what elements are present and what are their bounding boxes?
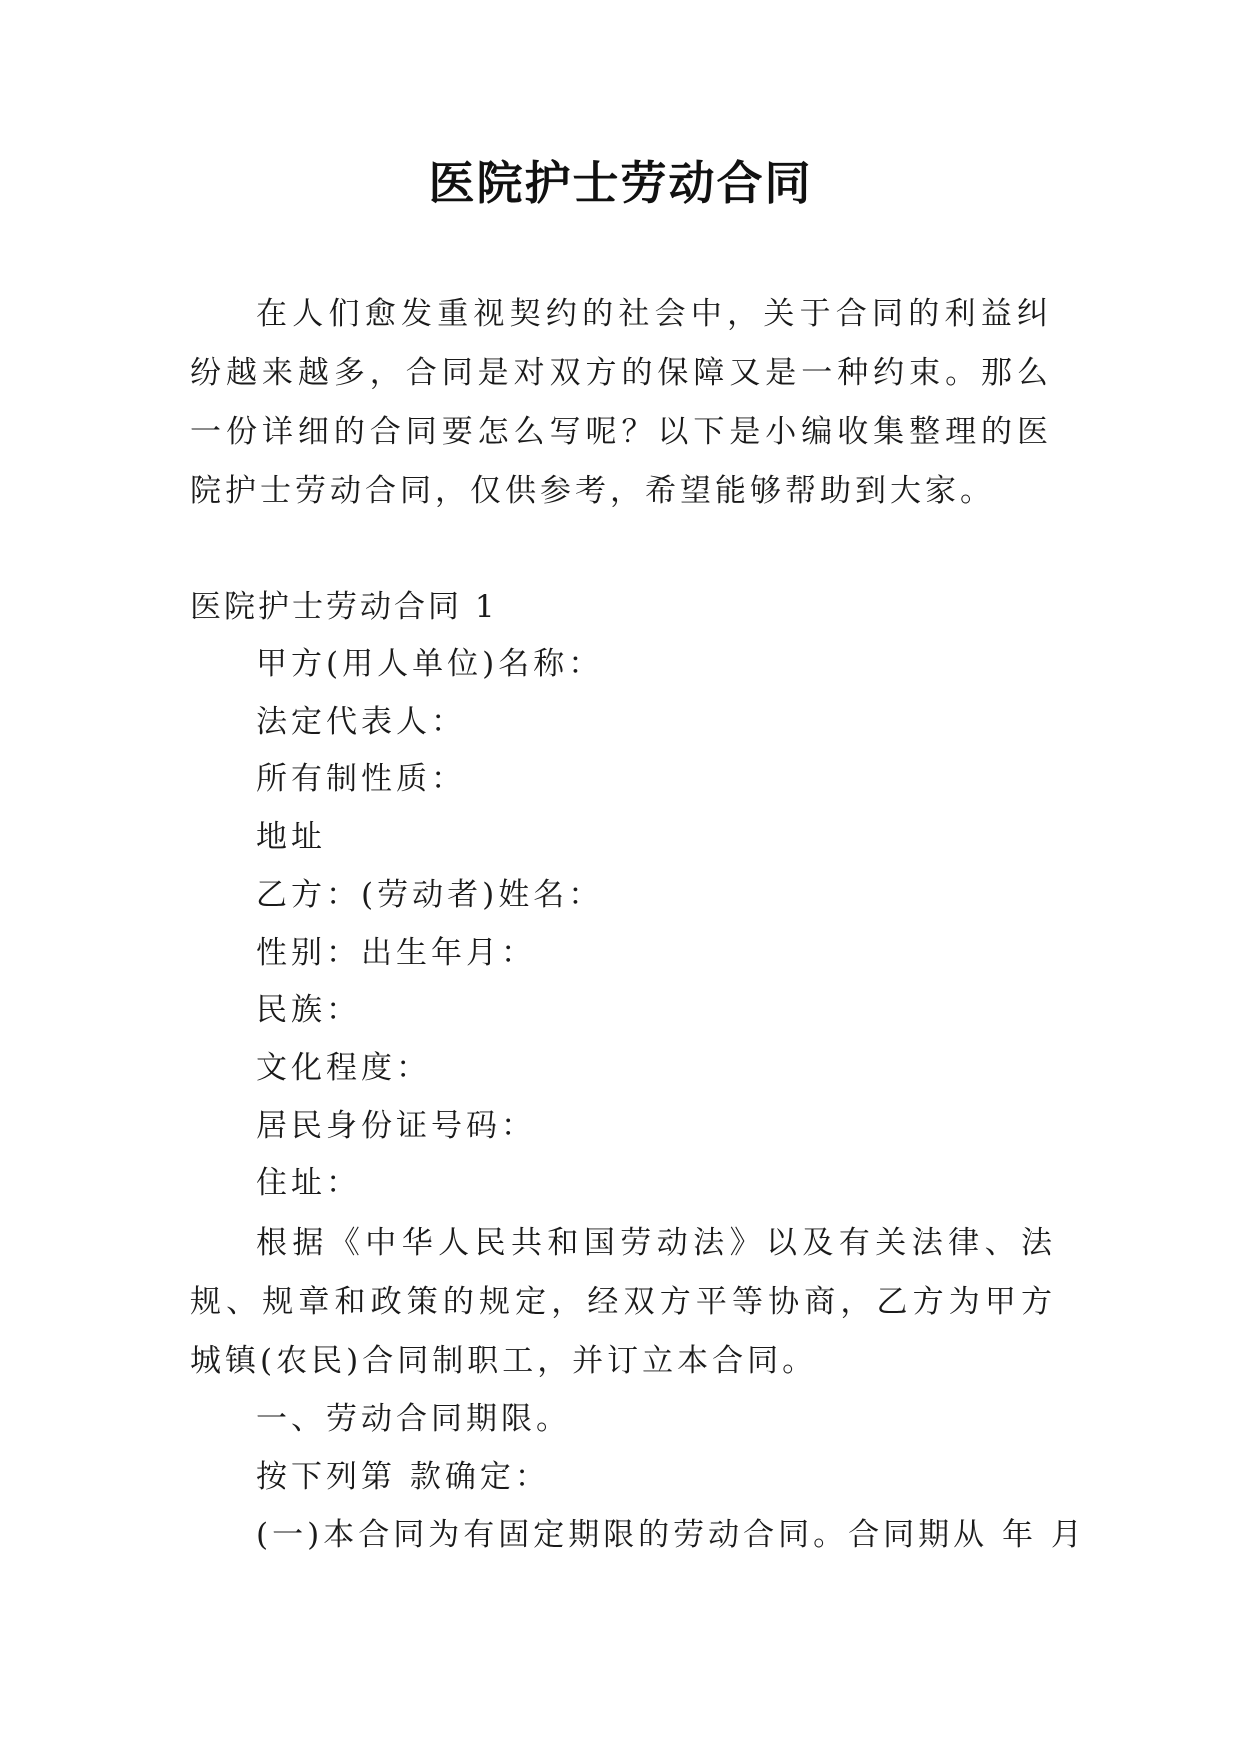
education-field: 文化程度： — [256, 1049, 431, 1086]
residence-field: 住址： — [256, 1165, 361, 1202]
intro-paragraph: 在人们愈发重视契约的社会中，关于合同的利益纠纷越来越多，合同是对双方的保障又是一种约束。那么一份详细的合同要怎么写呢？以下是小编收集整理的医院护士劳动合同，仅供参考，希望能够帮助到大家。 — [190, 296, 1052, 509]
clause-1-line: 按下列第 款确定： — [256, 1459, 550, 1495]
clause-1-item-1: (一)本合同为有固定期限的劳动合同。合同期从 年 月 — [256, 1517, 1086, 1553]
document-title: 医院护士劳动合同 — [428, 156, 813, 210]
basis-paragraph: 根据《中华人民共和国劳动法》以及有关法律、法规、规章和政策的规定，经双方平等协商，乙方为甲方城镇(农民)合同制职工，并订立本合同。 — [190, 1225, 1056, 1379]
address-field: 地址 — [256, 819, 326, 856]
clause-1-heading: 一、劳动合同期限。 — [256, 1401, 571, 1437]
gender-birth-field: 性别：出生年月： — [256, 934, 536, 971]
ownership-type-field: 所有制性质： — [256, 761, 466, 798]
ethnicity-field: 民族： — [256, 992, 361, 1029]
contract-section-title: 医院护士劳动合同 1 — [190, 589, 498, 625]
id-number-field: 居民身份证号码： — [256, 1107, 536, 1144]
employer-name-field: 甲方(用人单位)名称： — [256, 646, 604, 682]
employee-name-field: 乙方：(劳动者)姓名： — [256, 876, 604, 913]
legal-representative-field: 法定代表人： — [256, 703, 466, 740]
party-info-list — [256, 636, 603, 1213]
